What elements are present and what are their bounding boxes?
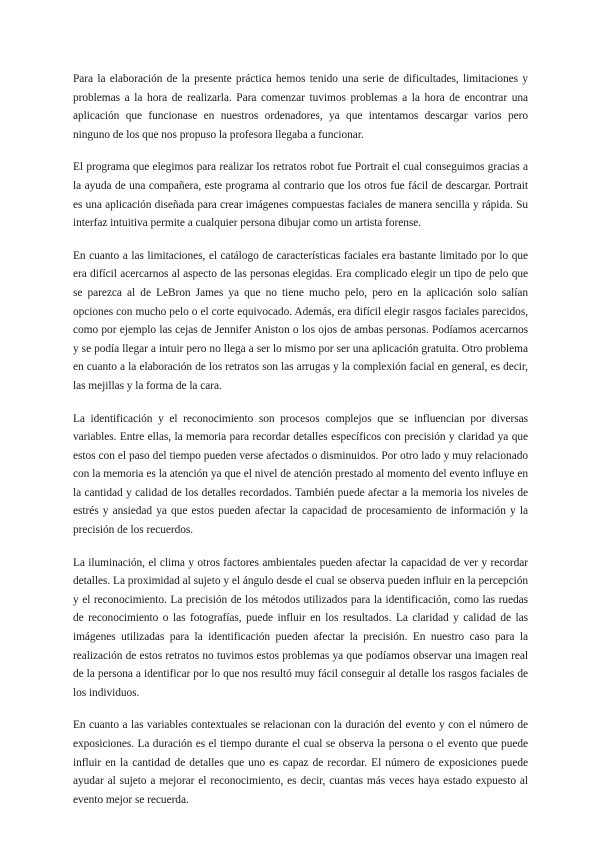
paragraph-limitations: En cuanto a las limitaciones, el catálogo de características faciales era bastante limitado por lo que era difícil acercarnos al aspecto de las personas elegidas. Era complicado elegir un tipo de pelo que se parezca al de LeBron James ya que no tiene mucho pelo, pero en la aplicación solo salían opciones con mucho pelo o el corte equivocado. Además, era difícil elegir rasgos faciales parecidos, como por ejemplo las cejas de Jennifer Aniston o los ojos de ambas personas. Podíamos acercarnos y se podía llegar a intuir pero no llega a ser lo mismo por ser una aplicación gratuita. Otro problema en cuanto a la elaboración de los retratos son las arrugas y la complexión facial en general, es decir, las mejillas y la forma de la cara. xyxy=(73,249,528,392)
paragraph-program-choice: El programa que elegimos para realizar los retratos robot fue Portrait el cual conseguimos gracias a la ayuda de una compañera, este programa al contrario que los otros fue fácil de descargar. Portrait es una aplicación diseñada para crear imágenes compuestas faciales de manera sencilla y rápida. Su interfaz intuitiva permite a cualquier persona dibujar como un artista forense. xyxy=(73,161,528,230)
paragraph-difficulties: Para la elaboración de la presente práctica hemos tenido una serie de dificultades, limitaciones y problemas a la hora de realizarla. Para comenzar tuvimos problemas a la hora de encontrar una aplicación que funcionase en nuestros ordenadores, ya que intentamos descargar varios pero ninguno de los que nos propuso la profesora llegaba a funcionar. xyxy=(73,73,528,141)
paragraph-contextual-variables: En cuanto a las variables contextuales se relacionan con la duración del evento y con el número de exposiciones. La duración es el tiempo durante el cual se observa la persona o el evento que puede influir en la cantidad de detalles que uno es capaz de recordar. El número de exposiciones puede ayudar al sujeto a mejorar el reconocimiento, es decir, cuantas más veces haya estado expuesto al evento mejor se recuerda. xyxy=(73,719,528,806)
paragraph-identification-variables: La identificación y el reconocimiento son procesos complejos que se influencian por diversas variables. Entre ellas, la memoria para recordar detalles específicos con precisión y claridad ya que estos con el paso del tiempo pueden verse afectados o disminuidos. Por otro lado y muy relacionado con la memoria es la atención ya que el nivel de atención prestado al momento del evento influye en la cantidad y calidad de los detalles recordados. También puede afectar a la memoria los niveles de estrés y ansiedad ya que estos pueden afectar la capacidad de procesamiento de información y la precisión de los recuerdos. xyxy=(73,412,528,537)
document-body xyxy=(73,70,528,823)
paragraph-environmental-factors: La iluminación, el clima y otros factores ambientales pueden afectar la capacidad de ver y recordar detalles. La proximidad al sujeto y el ángulo desde el cual se observa pueden influir en la percepción y el reconocimiento. La precisión de los métodos utilizados para la identificación, como las ruedas de reconocimiento o las fotografías, puede influir en los resultados. La claridad y calidad de las imágenes utilizadas para la identificación pueden afectar la precisión. En nuestro caso para la realización de estos retratos no tuvimos estos problemas ya que podíamos observar una imagen real de la persona a identificar por lo que nos resultó muy fácil conseguir al detalle los rasgos faciales de los individuos. xyxy=(73,556,528,699)
